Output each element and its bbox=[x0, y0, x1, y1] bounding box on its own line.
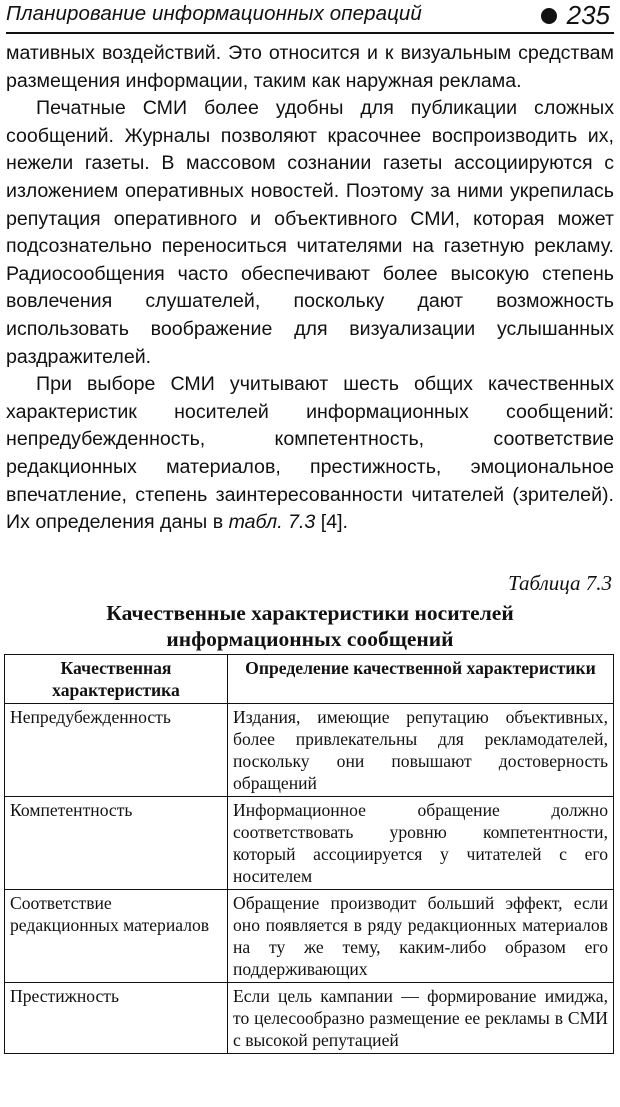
table-row bbox=[5, 890, 614, 983]
paragraph: мативных воздействий. Это относится и к визуальным средствам размещения информации, таким как наружная реклама. bbox=[6, 42, 614, 92]
paragraph bbox=[6, 371, 614, 537]
characteristic-cell: Непредубежденность bbox=[5, 704, 228, 797]
paragraph-text: При выборе СМИ учитывают шесть общих качественных характеристик носителей информационных сообщений: непредубежденность, компетентность, соответствие редакционных материалов, престижность, эмоциональное впечатление, степень заинтересованности читателей (зрителей). Их определения даны в bbox=[6, 373, 614, 534]
running-title: Планирование информационных операций bbox=[6, 2, 422, 25]
body-text bbox=[6, 40, 614, 537]
definition-cell: Обращение производит больший эффект, если оно появляется в ряду редакционных материалов на ту же тему, каким-либо образом его поддерживающих bbox=[228, 890, 614, 983]
running-header bbox=[6, 2, 614, 34]
column-header: Качественная характеристика bbox=[5, 655, 228, 704]
definition-cell: Информационное обращение должно соответствовать уровню компетентности, который ассоциируется у читателей с его носителем bbox=[228, 797, 614, 890]
table-row bbox=[5, 704, 614, 797]
characteristic-cell: Престижность bbox=[5, 983, 228, 1054]
characteristics-table bbox=[4, 654, 614, 1054]
table-row bbox=[5, 797, 614, 890]
definition-cell: Если цель кампании — формирование имиджа, то целесообразно размещение ее рекламы в СМИ с высокой репутацией bbox=[228, 983, 614, 1054]
characteristic-cell: Компетентность bbox=[5, 797, 228, 890]
table-row bbox=[5, 983, 614, 1054]
table-title: Качественные характеристики носителей bbox=[106, 601, 514, 625]
table-title: информационных сообщений bbox=[166, 627, 454, 651]
page-number: 235 bbox=[566, 0, 610, 30]
paragraph: Печатные СМИ более удобны для публикации сложных сообщений. Журналы позволяют красочнее воспроизводить их, нежели газеты. В массовом сознании газеты ассоциируются с изложением оперативных новостей. Поэтому за ними укрепилась репутация оперативного и объективного СМИ, которая может подсознательно переноситься читателями на газетную рекламу. Радиосообщения часто обеспечивают более высокую степень вовлечения слушателей, поскольку дают возможность использовать воображение для визуализации услышанных раздражителей. bbox=[6, 97, 614, 368]
citation: [4]. bbox=[315, 511, 349, 534]
definition-cell: Издания, имеющие репутацию объективных, более привлекательны для рекламодателей, поскольку они повышают достоверность обращений bbox=[228, 704, 614, 797]
column-header: Определение качественной характеристики bbox=[228, 655, 614, 704]
table-header-row bbox=[5, 655, 614, 704]
bullet-icon bbox=[541, 8, 557, 24]
table-label: Таблица 7.3 bbox=[508, 571, 612, 595]
table-reference: табл. 7.3 bbox=[228, 511, 316, 534]
characteristic-cell: Соответствие редакционных материалов bbox=[5, 890, 228, 983]
